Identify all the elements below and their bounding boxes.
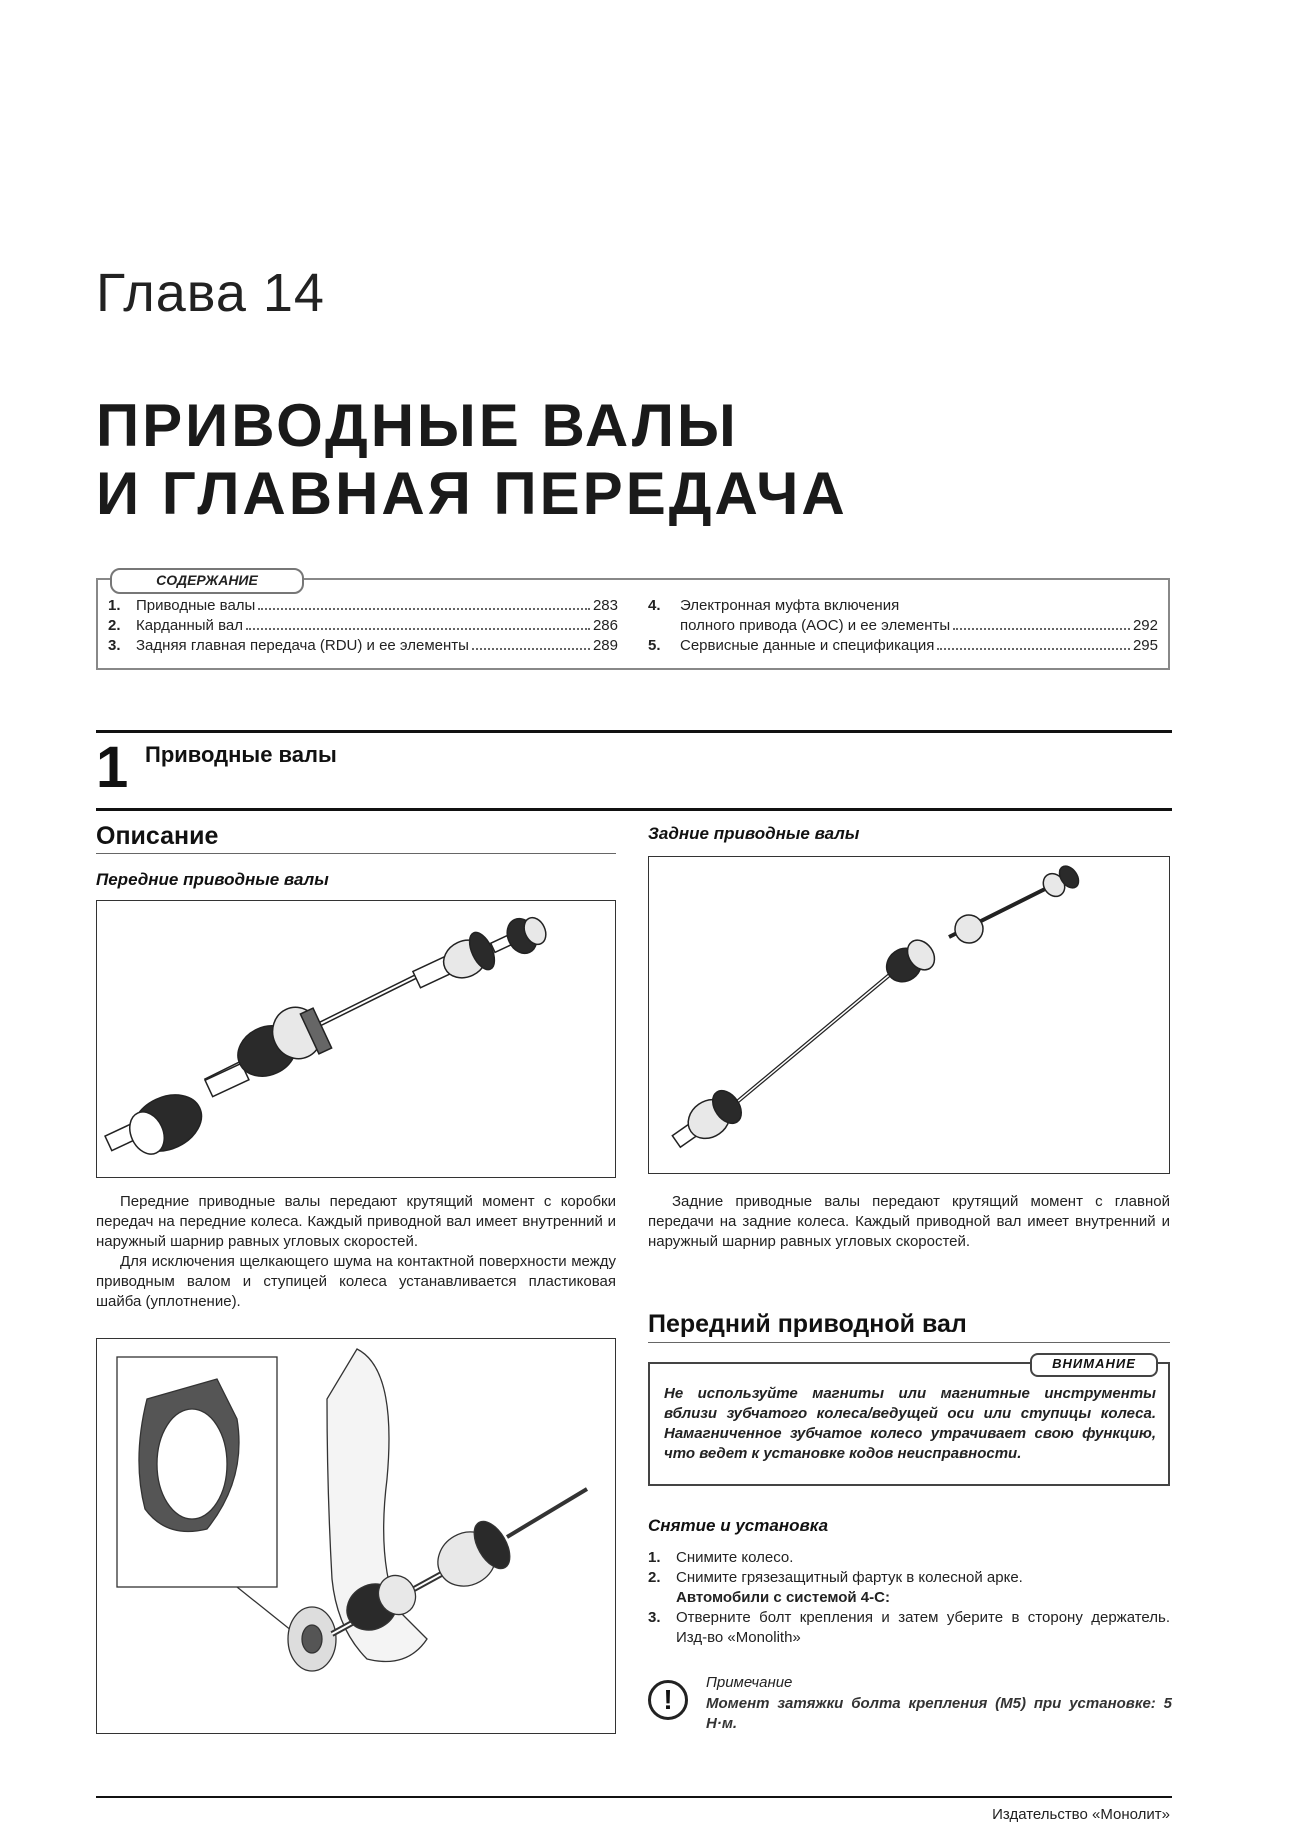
front-shafts-description bbox=[96, 1192, 616, 1312]
note-heading: Примечание bbox=[706, 1674, 793, 1691]
page-title bbox=[96, 392, 848, 528]
front-shaft-heading: Передний приводной вал bbox=[648, 1310, 967, 1338]
paragraph: Для исключения щелкающего шума на контактной поверхности между приводным валом и ступицей колеса устанавливается пластиковая шайба (уплотнение). bbox=[96, 1253, 616, 1310]
section-title: Приводные валы bbox=[145, 742, 337, 767]
toc-item-continued[interactable]: полного привода (AOC) и ее элементы 292 bbox=[680, 617, 1158, 634]
warning-label: ВНИМАНИЕ bbox=[1030, 1353, 1158, 1377]
front-driveshaft-figure bbox=[96, 900, 616, 1178]
step-item: 1. Снимите колесо. bbox=[648, 1549, 794, 1566]
step-item: 3. Отверните болт крепления и затем уберите в сторону держатель. Изд-во «Monolith» bbox=[648, 1609, 1170, 1646]
front-driveshaft-illustration bbox=[97, 901, 614, 1176]
heading-rule bbox=[648, 1342, 1170, 1343]
publisher-footer: Издательство «Монолит» bbox=[992, 1806, 1170, 1823]
rear-shafts-subheading: Задние приводные валы bbox=[648, 824, 860, 843]
hub-washer-illustration bbox=[97, 1339, 614, 1732]
section-rule-top bbox=[96, 730, 1172, 733]
front-shafts-subheading: Передние приводные валы bbox=[96, 870, 329, 889]
warning-text: Не используйте магниты или магнитные инструменты вблизи зубчатого колеса/ведущей оси или ступицы колеса. Намагниченное зубчатое колесо утрачивает свою функцию, что ведет к установке кодов неисправности. bbox=[664, 1385, 1156, 1462]
toc-label: СОДЕРЖАНИЕ bbox=[110, 568, 304, 594]
chapter-label: Глава 14 bbox=[96, 263, 325, 323]
title-line-1: ПРИВОДНЫЕ ВАЛЫ bbox=[96, 392, 739, 459]
description-heading: Описание bbox=[96, 822, 219, 850]
title-line-2: И ГЛАВНАЯ ПЕРЕДАЧА bbox=[96, 460, 848, 527]
note-text: Момент затяжки болта крепления (M5) при установке: 5 Н·м. bbox=[706, 1695, 1172, 1732]
toc-item[interactable]: 2. Карданный вал 286 bbox=[108, 617, 618, 634]
footer-rule bbox=[96, 1796, 1172, 1798]
section-rule-bottom bbox=[96, 808, 1172, 811]
section-number: 1 bbox=[96, 735, 129, 800]
rear-shafts-description bbox=[648, 1192, 1170, 1252]
exclamation-icon: ! bbox=[648, 1680, 688, 1720]
step-item: 2. Снимите грязезащитный фартук в колесной арке. bbox=[648, 1569, 1023, 1586]
toc-item[interactable]: 4. Электронная муфта включения bbox=[648, 597, 900, 614]
paragraph: Задние приводные валы передают крутящий момент с главной передачи на задние колеса. Каждый приводной вал имеет внутренний и наружный шарнир равных угловых скоростей. bbox=[648, 1193, 1170, 1250]
heading-rule bbox=[96, 853, 616, 854]
rear-driveshaft-illustration bbox=[649, 857, 1168, 1172]
paragraph: Передние приводные валы передают крутящий момент с коробки передач на передние колеса. Каждый приводной вал имеет внутренний и наружный шарнир равных угловых скоростей. bbox=[96, 1193, 616, 1250]
toc-item[interactable]: 5. Сервисные данные и спецификация 295 bbox=[648, 637, 1158, 654]
rear-driveshaft-figure bbox=[648, 856, 1170, 1174]
hub-washer-figure bbox=[96, 1338, 616, 1734]
removal-subheading: Снятие и установка bbox=[648, 1516, 829, 1535]
step-condition: Автомобили с системой 4-C: bbox=[676, 1589, 890, 1606]
toc-item[interactable]: 3. Задняя главная передача (RDU) и ее элементы 289 bbox=[108, 637, 618, 654]
toc-item[interactable]: 1. Приводные валы 283 bbox=[108, 597, 618, 614]
